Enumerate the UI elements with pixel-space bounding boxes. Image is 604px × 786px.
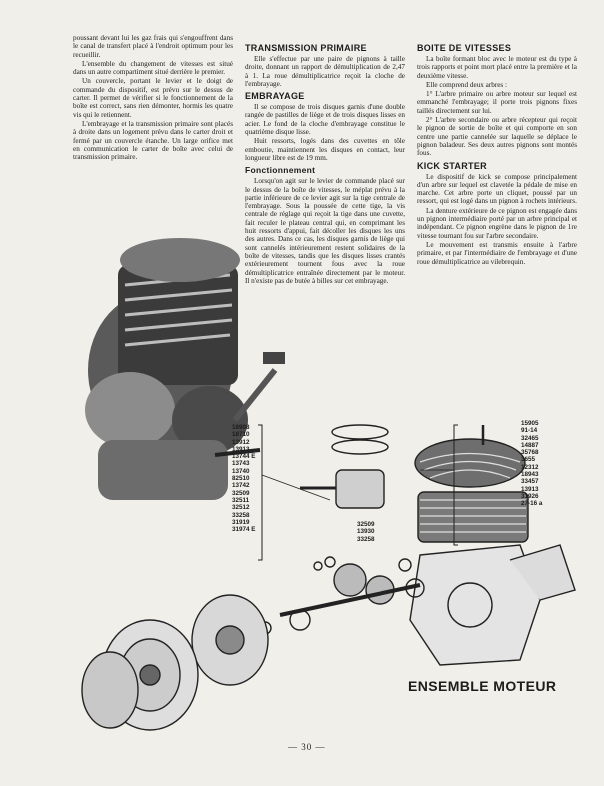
part-number: 33258 — [232, 511, 250, 519]
paragraph: La boîte formant bloc avec le moteur est du type à trois rapports et point mort placé entre la première et la deuxième vitesse. — [417, 55, 577, 80]
part-number: 15905 — [521, 420, 539, 427]
part-number: 12312 — [521, 463, 539, 471]
part-number: 18943 — [521, 471, 539, 479]
paragraph: L'embrayage et la transmission primaire sont placés à droite dans un logement prévu dans le carter droit et fermé par un couvercle étanche. Un large orifice met en communication le carter de boîte avec celui de transmission primaire. — [73, 119, 233, 162]
part-number: 82510 — [232, 475, 250, 483]
paragraph: poussant devant lui les gaz frais qui s'engouffrent dans le canal de transfert placé à l'endroit optimum pour les recueillir. — [73, 34, 233, 59]
page-number: — 30 — — [288, 742, 326, 752]
part-number: 31919 — [232, 518, 250, 526]
paragraph: La denture extérieure de ce pignon est engagée dans un pignon intermédiaire porté par un arbre principal et indépendant. Ce pignon engrène dans le pignon de 1re vitesse tournant fou sur l'arbre secondaire. — [417, 206, 577, 240]
paragraph: L'ensemble du changement de vitesses est situé dans un autre compartiment situé derrière le premier. — [73, 59, 233, 77]
part-numbers-middle — [357, 521, 375, 543]
part-number: 91-14 — [521, 427, 538, 435]
part-number: 31974 E — [232, 526, 256, 534]
part-number: 13740 — [232, 467, 250, 475]
paragraph: 2° L'arbre secondaire ou arbre récepteur qui reçoit le pignon de sortie de boîte et qui comporte en son centre une partie cannelée sur laquelle se déplace le pignon baladeur. Ses deux autres pignons sont montés fous. — [417, 116, 577, 158]
heading-fonctionnement: Fonctionnement — [245, 165, 316, 176]
part-number: 35768 — [521, 449, 539, 457]
heading-boite-de-vitesses: BOITE DE VITESSES — [417, 43, 512, 53]
part-numbers-left — [232, 424, 255, 533]
heading-kick-starter: KICK STARTER — [417, 160, 487, 171]
figure-caption: ENSEMBLE MOTEUR — [408, 678, 557, 694]
part-number: 32511 — [232, 496, 250, 504]
heading-embrayage: EMBRAYAGE — [245, 91, 305, 102]
paragraph: Elle s'effectue par une paire de pignons à taille droite, donnant un rapport de démultiplication de 2,47 à 1. La roue démultiplicatrice reçoit la cloche de l'embrayage. — [245, 55, 405, 88]
part-number: 14887 — [521, 441, 539, 449]
part-number: 32512 — [232, 504, 250, 512]
part-number: 13913 — [232, 445, 250, 453]
part-number: 18908 — [232, 424, 250, 431]
paragraph: Un couvercle, portant le levier et le doigt de commande du dispositif, est prévu sur le dessus de carter. Il permet de vérifier si le fonctionnement de la boîte est correct, sans rien démonter, hormis les quatre vis qui le retiennent. — [73, 77, 233, 119]
part-number: 18710 — [232, 431, 250, 439]
part-number: 32509 — [357, 521, 375, 528]
part-number: 13742 — [232, 482, 250, 490]
part-number: 32509 — [232, 489, 250, 497]
paragraph: 1° L'arbre primaire ou arbre moteur sur lequel est emmanché l'embrayage; il porte trois pignons fixes taillés directement sur lui. — [417, 90, 577, 115]
part-numbers-right — [521, 420, 542, 508]
paragraph: Le mouvement est transmis ensuite à l'arbre primaire, et par l'intermédiaire de l'embrayage et d'une roue démultiplicatrice au vilebrequin. — [417, 240, 577, 266]
heading-transmission-primaire: TRANSMISSION PRIMAIRE — [245, 43, 367, 53]
part-number: 13743 — [232, 460, 250, 468]
paragraph: Lorsqu'on agit sur le levier de commande placé sur le dessus de la boîte de vitesses, le méplat prévu à la partie inférieure de ce levier agit sur la tige centrale de l'embrayage. Sous la poussée de cette tige, la vis centrale de réglage qui reçoit la tige dans une cuvette, fait reculer le plateau central qui, en comprimant les huit ressorts d'appui, fait décoller les disques les uns des autres. Dans ce cas, les disques garnis de liège qui sont cannelés intérieurement restent solidaires de la boîte de vitesses, tandis que les disques lisses crantés extérieurement tournent fous avec la roue démultiplicatrice entraînée directement par le moteur. Il n'existe pas de butée à billes sur cet embrayage. — [245, 177, 405, 285]
part-number: 33457 — [521, 478, 539, 486]
paragraph: Il se compose de trois disques garnis d'une double rangée de pastilles de liège et de trois disques lisses en acier. Le fond de la cloche d'embrayage constitue le quatrième disque lisse. — [245, 103, 405, 137]
part-number: 27-16 a — [521, 500, 543, 508]
part-number: 3655 — [521, 456, 536, 464]
part-number: 13913 — [521, 485, 539, 493]
part-number: 13912 — [232, 438, 250, 446]
paragraph: Le dispositif de kick se compose principalement d'un arbre sur lequel est clavetée la pédale de mise en marche. Cet arbre porte un cliquet, poussé par un ressort, qui est logé dans un pignon à rochets intérieurs. — [417, 172, 577, 206]
paragraph: Elle comprend deux arbres : — [426, 80, 508, 89]
part-number: 13930 — [357, 528, 375, 536]
part-number: 31926 — [521, 492, 539, 500]
part-number: 13744 E — [232, 453, 256, 461]
part-number: 32465 — [521, 434, 539, 442]
part-number: 33258 — [357, 535, 375, 543]
paragraph: Huit ressorts, logés dans des cuvettes en tôle emboutie, maintiennent les disques en contact, leur longueur libre est de 19 mm. — [245, 137, 405, 162]
